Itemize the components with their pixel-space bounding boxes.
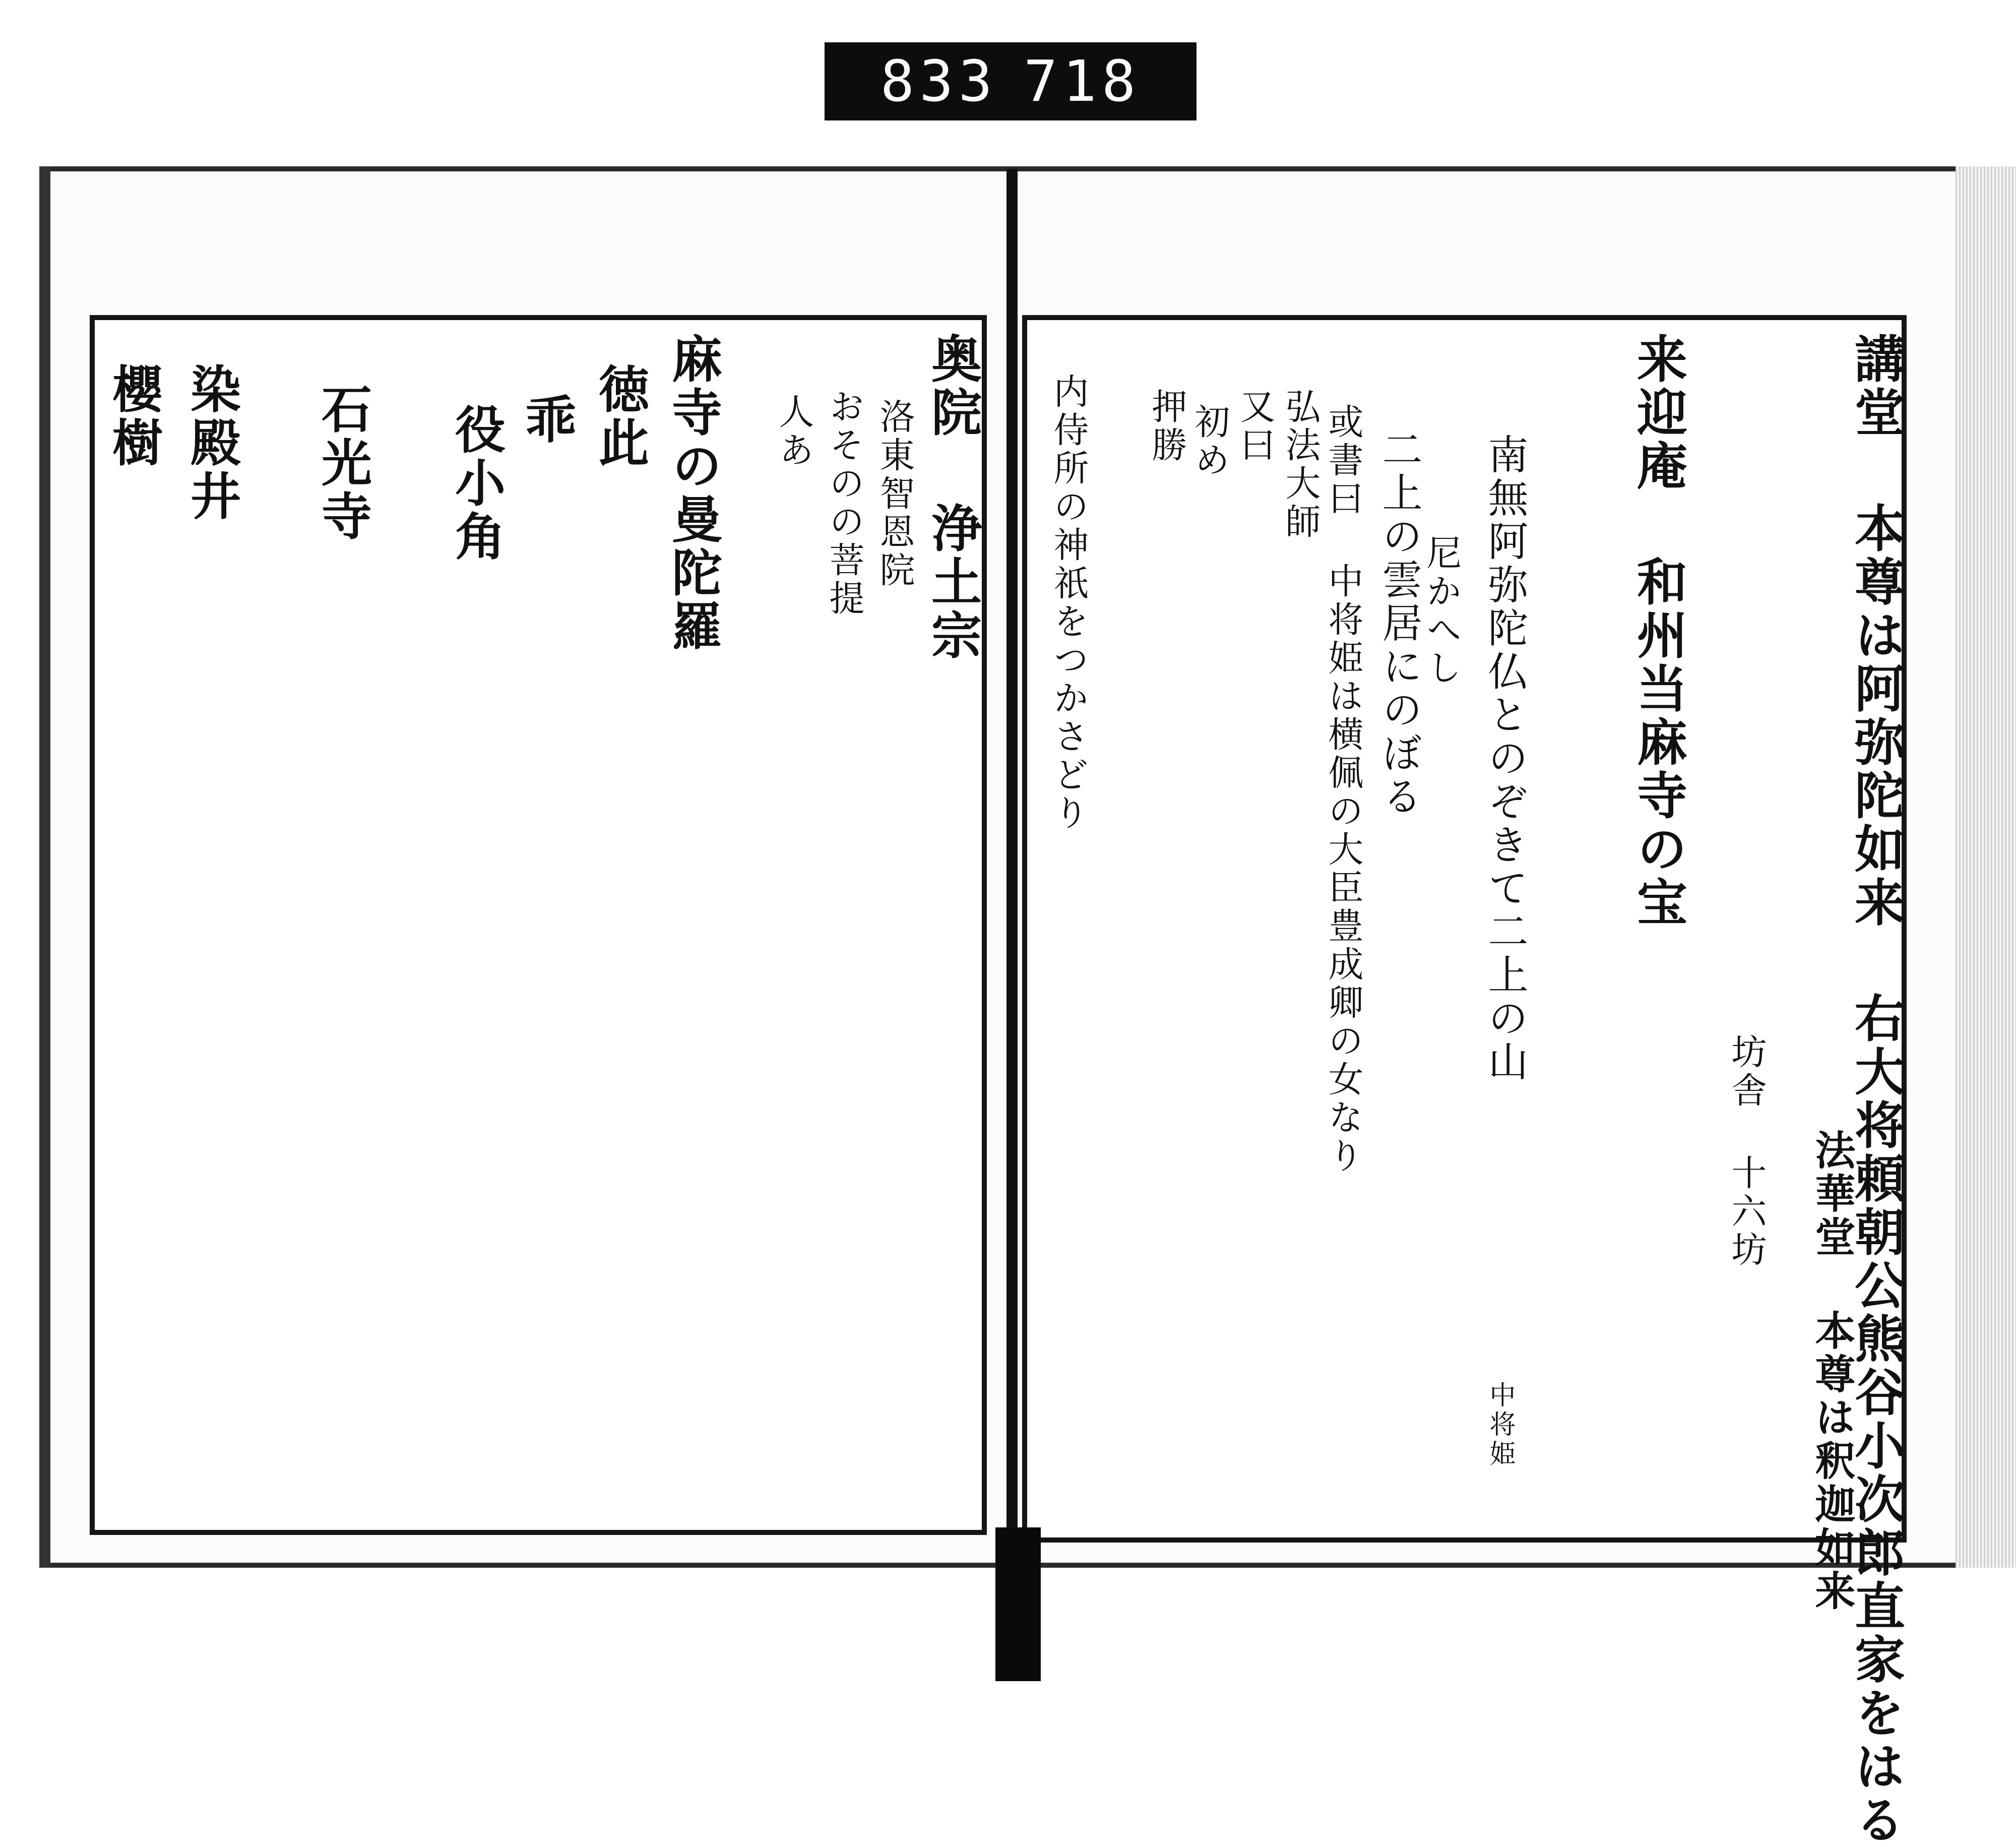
left-col-4: 人あ xyxy=(773,393,814,470)
catalog-number-right: 718 xyxy=(1024,48,1141,114)
fore-edge xyxy=(1956,166,2016,1568)
right-col-5: 中将姫 xyxy=(1485,1381,1515,1469)
left-col-8: 役小角 xyxy=(447,403,506,564)
left-col-9: 石光寺 xyxy=(313,383,372,543)
right-page-frame xyxy=(1022,315,1907,1543)
left-page-edge xyxy=(39,166,50,1568)
left-col-10: 染殿井 xyxy=(182,363,241,523)
spine-foot xyxy=(995,1527,1041,1681)
right-col-1: 講堂 本尊は阿弥陀如来 右大将頼朝公熊谷小次郎直家をはる xyxy=(1846,333,1906,1847)
right-col-3: 坊舎 十六坊 xyxy=(1726,1033,1767,1269)
left-col-7: 乖 xyxy=(517,393,577,447)
left-col-5: 麻寺の曼陀羅 xyxy=(663,333,723,653)
left-col-11: 櫻樹 xyxy=(104,363,163,470)
right-col-7: 尼かへし xyxy=(1421,534,1462,688)
left-col-1: 奥院 浄土宗 xyxy=(923,333,982,662)
right-col-12: 初め xyxy=(1189,403,1230,480)
right-col-10: 弘法大師 xyxy=(1280,388,1321,541)
right-col-14: 内侍所の神祇をつかさどり xyxy=(1048,373,1089,833)
right-col-2: 法華堂 本尊は釈迦如来 xyxy=(1808,1129,1856,1613)
right-col-9: 或書曰 中将姫は横佩の大臣豊成卿の女なり xyxy=(1322,403,1364,1176)
catalog-tag xyxy=(825,42,1196,120)
catalog-number-left: 833 xyxy=(880,48,997,114)
right-col-8: 二上の雲居にのぼる xyxy=(1375,428,1422,819)
left-col-6: 徳此 xyxy=(590,363,650,470)
right-col-11: 又曰 xyxy=(1234,388,1276,465)
left-col-2: 洛東智恩院 xyxy=(874,398,915,590)
right-col-13: 押勝 xyxy=(1146,388,1187,465)
left-col-3: おそのの菩提 xyxy=(824,388,865,618)
right-col-6: 南無阿弥陀仏とのぞきて二上の山 xyxy=(1481,434,1528,1084)
book-spine xyxy=(1006,169,1018,1631)
right-col-4: 来迎庵 和州当麻寺の宝 xyxy=(1628,333,1688,930)
